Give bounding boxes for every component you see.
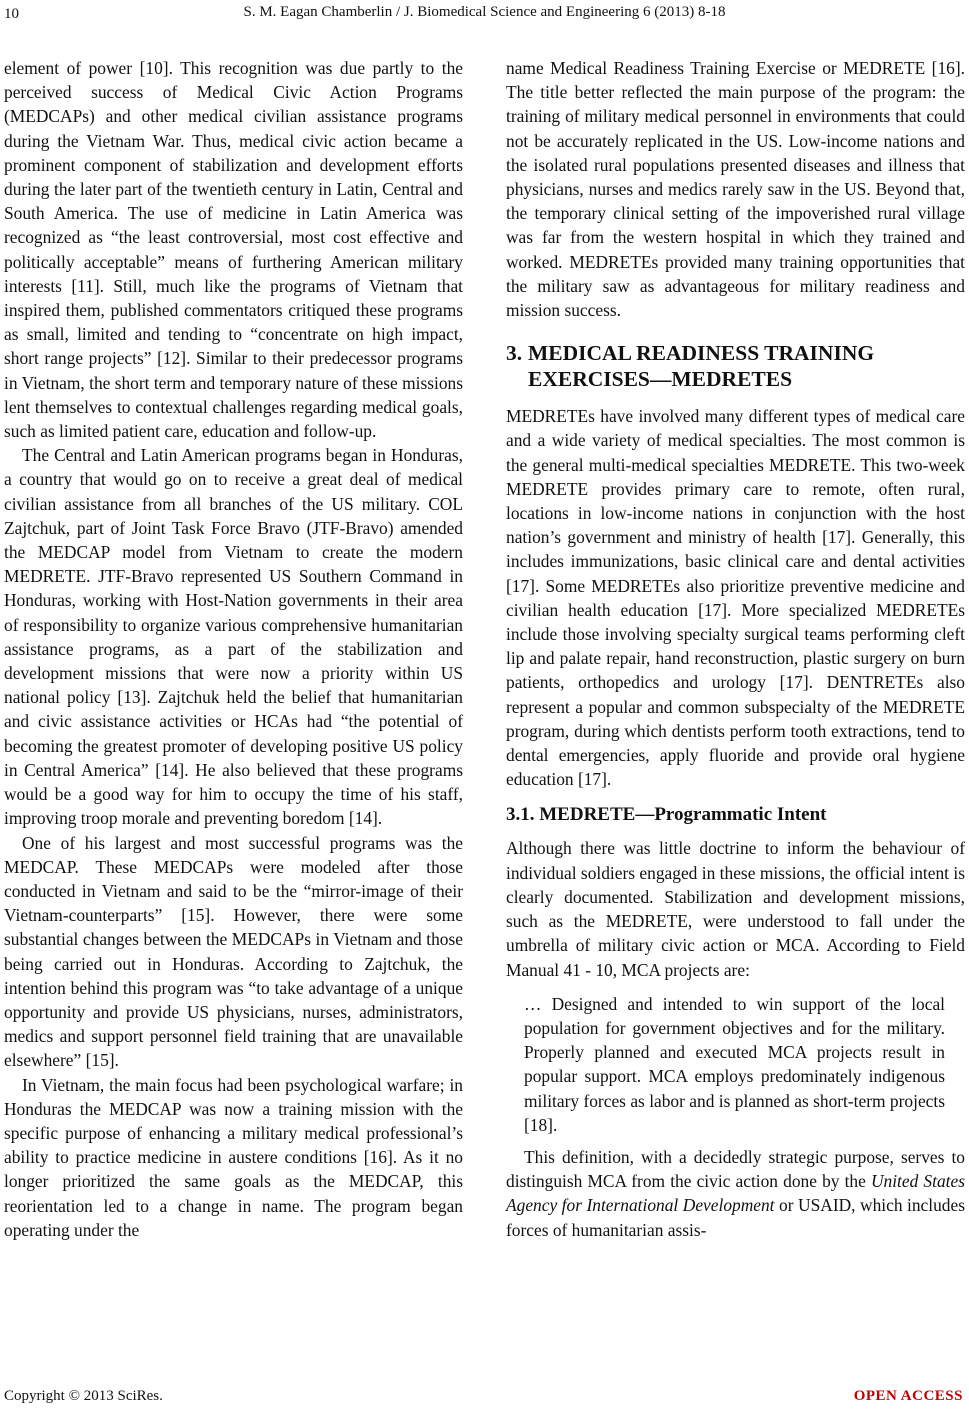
paragraph: One of his largest and most successful programs was the MEDCAP. These MEDCAPs were modeled after those conducted in Vietnam and said to be the “mirror-image of their Vietnam-counterparts” [15]. However, there were some substantial changes between the MEDCAPs in Vietnam and those being carried out in Honduras. According to Zajtchuk, the intention behind this program was “to take advantage of a unique opportunity and provide US physicians, nurses, administrators, medics and support personnel field training that are unavailable elsewhere” [15]. [4,832,463,1071]
paragraph: The Central and Latin American programs began in Honduras, a country that would go on to receive a great deal of medical civilian assistance from all branches of the US military. COL Zajtchuk, part of Joint Task Force Bravo (JTF-Bravo) amended the MEDCAP model from Vietnam to create the modern MEDRETE. JTF-Bravo represented US Southern Command in Honduras, working with Host-Nation governments in their area of responsibility to organize various comprehensive humanitarian assistance programs, as a part of the stabilization and development missions that were now a priority within US national policy [13]. Zajtchuk held the belief that humanitarian and civic assistance activities or HCAs had “the potential of becoming the greatest promoter of developing positive US policy in Central America” [14]. He also believed that these programs would be a good way for him to occupy the time of his staff, improving troop morale and preventing boredom [14]. [4,445,463,829]
copyright-notice: Copyright © 2013 SciRes. [4,1388,163,1404]
running-header [0,4,969,28]
section-heading [506,340,965,392]
agency-name: United States Agency for International Development [506,1171,965,1216]
section-number: 3. [506,341,523,366]
paragraph-text: This definition, with a decidedly strategic purpose, serves to distinguish MCA from the civic action done by the [506,1146,965,1192]
section-title-line2: EXERCISES—MEDRETES [528,367,793,392]
paragraph: In Vietnam, the main focus had been psychological warfare; in Honduras the MEDCAP was now a training mission with the specific purpose of enhancing a military medical professional’s ability to practice medicine in austere conditions [16]. As it no longer prioritized the same goals as the MEDCAP, this reorientation led to a change in name. The program began operating under the [4,1074,463,1240]
open-access-label: OPEN ACCESS [853,1388,963,1404]
section-title-line1: MEDICAL READINESS TRAINING [528,341,875,366]
subsection-heading: 3.1. MEDRETE—Programmatic Intent [506,804,827,826]
paragraph [506,1145,965,1242]
paragraph: name Medical Readiness Training Exercise or MEDRETE [16]. The title better reflected the main purpose of the program: the training of military medical personnel in environments that could not be accurately replicated in the US. Low-income nations and the isolated rural populations presented diseases and illness that physicians, nurses and medics rarely saw in the US. Beyond that, the temporary clinical setting of the impoverished rural village was far from the western hospital in which they trained and worked. MEDRETEs provided many training opportunities that the military saw as advantageous for military readiness and mission success. [506,58,965,321]
running-title: S. M. Eagan Chamberlin / J. Biomedical Science and Engineering 6 (2013) 8-18 [243,4,726,20]
page-number: 10 [4,6,19,22]
block-quote: … Designed and intended to win support of the local population for government objectives and for the military. Properly planned and executed MCA projects result in popular support. MCA employs predominately indigenous military forces as labor and is planned as short-term projects [18]. [524,993,945,1135]
paragraph: MEDRETEs have involved many different types of medical care and a wide variety of medical specialties. The most common is the general multi-medical specialties MEDRETE. This two-week MEDRETE provides primary care to remote, often rural, locations in low-income nations in conjunction with the host nation’s government and ministry of health [17]. Generally, this includes immunizations, basic clinical care and dental activities [17]. Some MEDRETEs also prioritize preventive medicine and civilian health education [17]. More specialized MEDRETEs include those involving specialty surgical teams performing cleft lip and palate repair, hand reconstruction, plastic surgery on burn patients, orthopedics and urology [17]. DENTRETEs also represent a popular and common subspecialty of the MEDRETE program, during which dentists perform tooth extractions, tend to dental emergencies, apply fluoride and provide oral hygiene education [17]. [506,406,965,790]
paragraph: element of power [10]. This recognition was due partly to the perceived success of Medical Civic Action Programs (MEDCAPs) and other medical civilian assistance programs during the Vietnam War. Thus, medical civic action became a prominent component of stabilization and development efforts during the later part of the twentieth century in Latin, Central and South America. The use of medicine in Latin America was recognized as “the least controversial, most cost effective and politically acceptable” means of furthering American military interests [11]. Still, much like the programs of Vietnam that inspired them, published commentators critiqued these programs as small, limited and tending to “concentrate on high impact, short range projects” [12]. Similar to their predecessor programs in Vietnam, the short term and temporary nature of these missions lent themselves to contextual challenges regarding medical goals, such as limited patient care, education and follow-up. [4,58,463,442]
right-column [506,56,965,1242]
paragraph-text: or USAID, which includes forces of humanitarian assis- [506,1195,965,1240]
left-column [4,56,463,1242]
paragraph: Although there was little doctrine to inform the behaviour of individual soldiers engaged in these missions, the official intent is clearly documented. Stabilization and development missions, such as the MEDRETE, were understood to fall under the umbrella of military civic action or MCA. According to Field Manual 41 - 10, MCA projects are: [506,838,965,980]
